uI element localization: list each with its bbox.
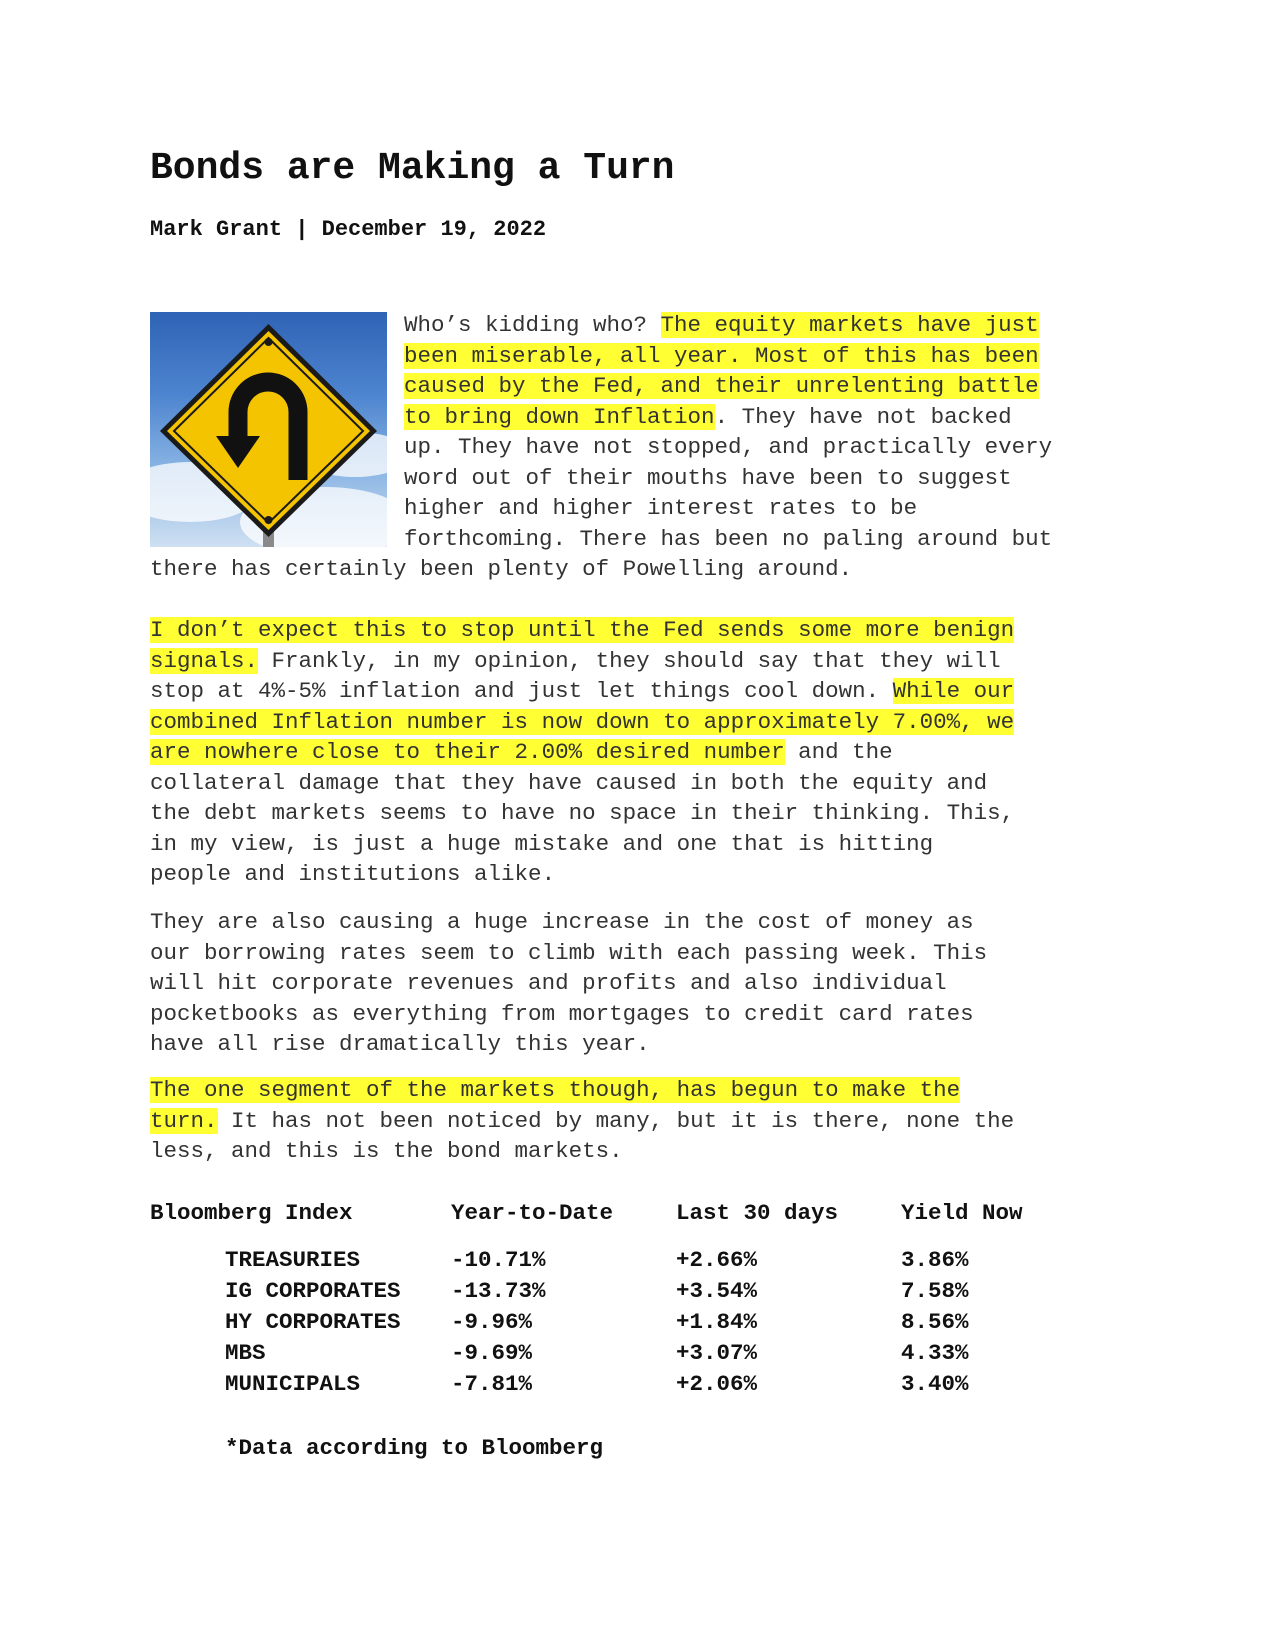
text-line: have all rise dramatically this year.: [150, 1031, 650, 1057]
yield-value: 4.33%: [901, 1339, 969, 1366]
ytd-value: -9.69%: [451, 1339, 533, 1366]
ytd-value: -7.81%: [451, 1370, 533, 1397]
highlighted-text: caused by the Fed, and their unrelenting battle: [404, 373, 1039, 399]
text-line: the debt markets seems to have no space in their thinking. This,: [150, 800, 1015, 826]
text-line: [150, 646, 1014, 677]
text-line: They are also causing a huge increase in the cost of money as: [150, 909, 974, 935]
column-header: Last 30 days: [676, 1200, 839, 1226]
column-header: Bloomberg Index: [150, 1200, 353, 1226]
text-line: people and institutions alike.: [150, 861, 556, 887]
text-line: collateral damage that they have caused in both the equity and: [150, 769, 988, 796]
highlighted-text: are nowhere close to their 2.00% desired number: [150, 739, 785, 765]
text-line: forthcoming. There has been no paling around but: [404, 525, 1053, 552]
text-line: [150, 402, 1052, 433]
highlighted-text: to bring down Inflation: [404, 403, 715, 430]
highlighted-text: signals.: [150, 647, 259, 674]
text-line: higher and higher interest rates to be: [404, 495, 918, 521]
text-run: Who’s kidding who?: [404, 312, 661, 338]
article-byline: Mark Grant | December 19, 2022: [150, 217, 547, 242]
index-name: MBS: [225, 1339, 266, 1366]
text-line: [150, 310, 1052, 341]
table-row: [150, 1244, 1051, 1275]
highlighted-text: I don’t expect this to stop until the Fed sends some more benign: [150, 617, 1015, 643]
text-line: there has certainly been plenty of Powelling around.: [150, 556, 853, 582]
text-line: our borrowing rates seem to climb with each passing week. This: [150, 939, 988, 966]
highlighted-text: The one segment of the markets though, has begun to make the: [150, 1077, 961, 1103]
text-line: word out of their mouths have been to suggest: [404, 464, 1012, 491]
last-30-days-value: +3.07%: [676, 1339, 758, 1366]
table-row: [150, 1337, 1051, 1368]
data-source-note: *Data according to Bloomberg: [225, 1435, 604, 1461]
paragraph-4: [150, 1075, 1014, 1167]
index-name: MUNICIPALS: [225, 1370, 361, 1397]
text-line: [150, 371, 1052, 402]
last-30-days-value: +2.06%: [676, 1370, 758, 1397]
yield-value: 3.40%: [901, 1370, 969, 1397]
text-run: stop at 4%-5% inflation and just let things cool down.: [150, 678, 893, 704]
text-line: [150, 737, 1014, 768]
yield-value: 3.86%: [901, 1246, 969, 1273]
index-name: IG CORPORATES: [225, 1277, 401, 1304]
yield-value: 7.58%: [901, 1277, 969, 1304]
text-run: Frankly, in my opinion, they should say that they will: [258, 647, 1001, 674]
paragraph-1: [150, 310, 1052, 585]
text-line: [150, 341, 1052, 372]
index-name: HY CORPORATES: [225, 1308, 401, 1335]
column-header: Year-to-Date: [451, 1200, 614, 1226]
text-line: less, and this is the bond markets.: [150, 1138, 623, 1164]
paragraph-3: [150, 907, 987, 1060]
text-line: [150, 1106, 1014, 1137]
highlighted-text: The equity markets have just: [660, 312, 1039, 338]
text-line: will hit corporate revenues and profits and also individual: [150, 970, 947, 996]
last-30-days-value: +1.84%: [676, 1308, 758, 1335]
paragraph-2: [150, 615, 1014, 890]
text-line: in my view, is just a huge mistake and one that is hitting: [150, 830, 934, 857]
text-line: pocketbooks as everything from mortgages to credit card rates: [150, 1000, 974, 1027]
text-line: [150, 1075, 1014, 1106]
text-run: and the: [784, 739, 893, 765]
table-row: [150, 1306, 1051, 1337]
text-line: [150, 676, 1014, 707]
text-run: It has not been noticed by many, but it is there, none the: [217, 1107, 1015, 1134]
highlighted-text: combined Inflation number is now down to approximately 7.00%, we: [150, 708, 1015, 735]
text-line: [150, 707, 1014, 738]
yield-value: 8.56%: [901, 1308, 969, 1335]
text-line: up. They have not stopped, and practically every: [404, 434, 1053, 460]
table-header-row: [150, 1200, 1051, 1244]
ytd-value: -10.71%: [451, 1246, 546, 1273]
text-line: [150, 615, 1014, 646]
ytd-value: -13.73%: [451, 1277, 546, 1304]
table-row: [150, 1368, 1051, 1399]
bloomberg-index-table: [150, 1200, 1051, 1399]
last-30-days-value: +3.54%: [676, 1277, 758, 1304]
highlighted-text: been miserable, all year. Most of this has been: [404, 342, 1039, 369]
column-header: Yield Now: [901, 1200, 1023, 1226]
article-title: Bonds are Making a Turn: [150, 147, 675, 190]
text-run: . They have not backed: [714, 403, 1012, 430]
ytd-value: -9.96%: [451, 1308, 533, 1335]
highlighted-text: turn.: [150, 1107, 218, 1134]
table-row: [150, 1275, 1051, 1306]
highlighted-text: While our: [892, 678, 1015, 704]
index-name: TREASURIES: [225, 1246, 361, 1273]
last-30-days-value: +2.66%: [676, 1246, 758, 1273]
